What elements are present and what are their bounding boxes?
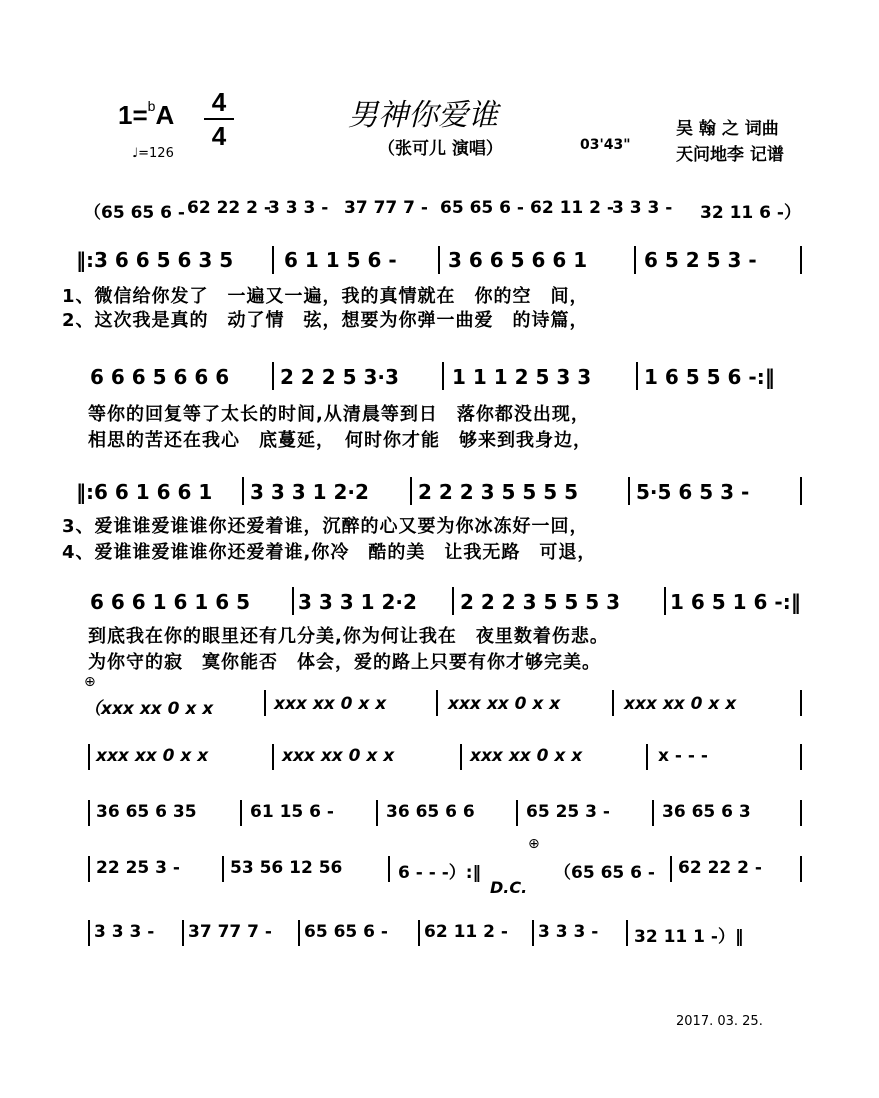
measure: ‖:3 6 6 5 6 3 5	[76, 248, 234, 272]
measure: 65 65 6 -	[440, 198, 524, 218]
measure: 32 11 1 -）‖	[634, 927, 744, 947]
measure: 2 2 2 3 5 5 5 5	[418, 480, 579, 504]
coda-icon: ⊕	[84, 674, 96, 690]
measure: 62 22 2 -	[187, 198, 271, 218]
measure: （65 65 6 -	[84, 203, 185, 223]
measure: 37 77 7 -	[188, 922, 272, 942]
coda-icon: ⊕	[528, 836, 540, 852]
measure: （65 65 6 -	[554, 863, 655, 883]
measure: 3 3 3 -	[612, 198, 673, 218]
measure: 32 11 6 -）	[700, 203, 801, 223]
tempo-mark: ♩=126	[132, 146, 174, 161]
lyric-line: 3、爱谁谁爱谁谁你还爱着谁，沉醉的心又要为你冰冻好一回，	[62, 516, 589, 537]
measure: xxx xx 0 x x	[448, 694, 561, 714]
measure: 6 - - -）:‖	[398, 863, 482, 883]
measure: 36 65 6 35	[96, 802, 197, 822]
measure: 6 6 6 1 6 1 6 5	[90, 590, 251, 614]
measure: 36 65 6 6	[386, 802, 475, 822]
lyric-line: 2、这次我是真的 动了情 弦，想要为你弹一曲爱 的诗篇，	[62, 310, 589, 331]
measure: 62 22 2 -	[678, 858, 762, 878]
measure: xxx xx 0 x x	[96, 746, 209, 766]
measure: 22 25 3 -	[96, 858, 180, 878]
transcription-date: 2017. 03. 25.	[676, 1014, 763, 1029]
measure: 36 65 6 3	[662, 802, 751, 822]
measure: 3 6 6 5 6 6 1	[448, 248, 588, 272]
measure: 61 15 6 -	[250, 802, 334, 822]
key-signature: 1=$^b$A	[118, 98, 175, 130]
measure: 53 56 12 56	[230, 858, 343, 878]
measure: xxx xx 0 x x	[274, 694, 387, 714]
measure: 37 77 7 -	[344, 198, 428, 218]
song-title: 男神你爱谁	[348, 98, 498, 133]
measure: 6 6 6 5 6 6 6	[90, 365, 230, 389]
measure: 1 6 5 1 6 -:‖	[670, 590, 801, 614]
lyric-line: 4、爱谁谁爱谁谁你还爱着谁,你冷 酷的美 让我无路 可退，	[62, 542, 597, 563]
measure: 1 1 1 2 5 3 3	[452, 365, 592, 389]
measure: xxx xx 0 x x	[624, 694, 737, 714]
measure: 3 3 3 -	[94, 922, 155, 942]
measure: 3 3 3 1 2·2	[298, 590, 417, 614]
measure: xxx xx 0 x x	[282, 746, 395, 766]
measure: 65 65 6 -	[304, 922, 388, 942]
measure: ‖:6 6 1 6 6 1	[76, 480, 213, 504]
time-signature: 4 4	[204, 88, 234, 150]
measure: 3 3 3 1 2·2	[250, 480, 369, 504]
measure: x - - -	[658, 746, 708, 766]
measure: 1 6 5 5 6 -:‖	[644, 365, 775, 389]
lyric-line: 为你守的寂 寞你能否 体会，爱的路上只要有你才够完美。	[88, 652, 601, 673]
measure: （xxx xx 0 x x	[84, 699, 214, 719]
measure: 3 3 3 -	[538, 922, 599, 942]
lyric-line: 相思的苦还在我心 底蔓延， 何时你才能 够来到我身边，	[88, 430, 592, 451]
measure: 62 11 2 -	[530, 198, 614, 218]
duration: 03'43"	[580, 137, 631, 153]
measure: 6 5 2 5 3 -	[644, 248, 757, 272]
measure: 3 3 3 -	[268, 198, 329, 218]
da-capo-mark: D.C.	[490, 878, 528, 897]
measure: 2 2 2 3 5 5 5 3	[460, 590, 621, 614]
measure: 6 1 1 5 6 -	[284, 248, 397, 272]
lyric-line: 到底我在你的眼里还有几分美,你为何让我在 夜里数着伤悲。	[88, 626, 609, 647]
measure: 5·5 6 5 3 -	[636, 480, 750, 504]
transcriber: 天问地李 记谱	[676, 145, 784, 165]
measure: xxx xx 0 x x	[470, 746, 583, 766]
measure: 62 11 2 -	[424, 922, 508, 942]
lyricist-composer: 吴 翰 之 词曲	[676, 119, 779, 139]
measure: 65 25 3 -	[526, 802, 610, 822]
measure: 2 2 2 5 3·3	[280, 365, 399, 389]
lyric-line: 1、微信给你发了 一遍又一遍，我的真情就在 你的空 间，	[62, 286, 589, 307]
singer: （张可儿 演唱）	[378, 139, 503, 159]
lyric-line: 等你的回复等了太长的时间,从清晨等到日 落你都没出现，	[88, 404, 590, 425]
